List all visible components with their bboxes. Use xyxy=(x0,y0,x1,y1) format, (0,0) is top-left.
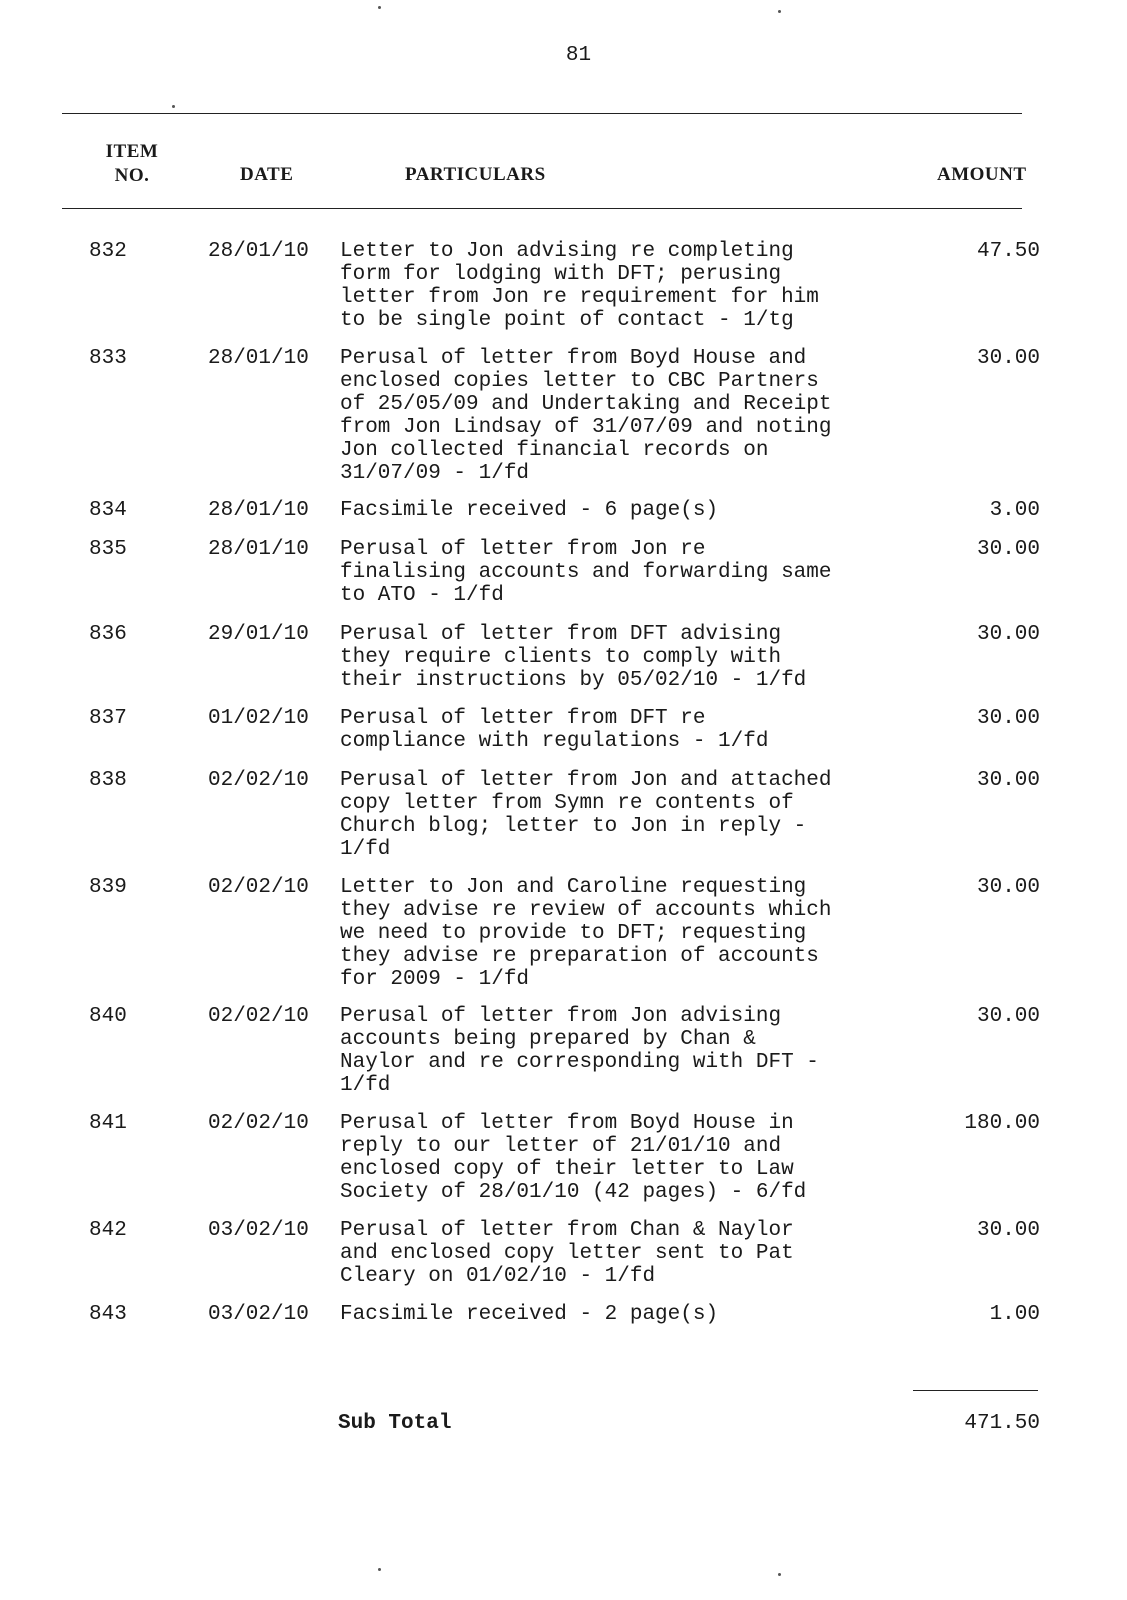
item-amount: 30.00 xyxy=(976,769,1040,792)
item-date: 02/02/10 xyxy=(208,1112,309,1135)
subtotal-label: Sub Total xyxy=(338,1412,452,1435)
item-number: 838 xyxy=(89,769,127,792)
item-date: 28/01/10 xyxy=(208,538,309,561)
item-particulars: Perusal of letter from Jon advising accounts being prepared by Chan & Naylor and re corresponding with DFT - 1/fd xyxy=(340,1005,819,1097)
item-particulars: Perusal of letter from DFT re compliance with regulations - 1/fd xyxy=(340,707,769,753)
item-number: 835 xyxy=(89,538,127,561)
item-amount: 30.00 xyxy=(976,876,1040,899)
item-particulars: Facsimile received - 2 page(s) xyxy=(340,1303,719,1326)
item-particulars: Perusal of letter from DFT advising they require clients to comply with their instructions by 05/02/10 - 1/fd xyxy=(340,623,807,692)
item-particulars: Perusal of letter from Jon re finalising accounts and forwarding same to ATO - 1/fd xyxy=(340,538,832,607)
item-date: 29/01/10 xyxy=(208,623,309,646)
item-amount: 30.00 xyxy=(976,347,1040,370)
item-date: 02/02/10 xyxy=(208,1005,309,1028)
item-date: 28/01/10 xyxy=(208,240,309,263)
item-amount: 47.50 xyxy=(976,240,1040,263)
item-particulars: Perusal of letter from Chan & Naylor and enclosed copy letter sent to Pat Cleary on 01/02/10 - 1/fd xyxy=(340,1219,794,1288)
scan-speck xyxy=(378,6,381,9)
header-item-no xyxy=(102,140,162,188)
item-number: 842 xyxy=(89,1219,127,1242)
item-date: 01/02/10 xyxy=(208,707,309,730)
item-amount: 30.00 xyxy=(976,1219,1040,1242)
item-amount: 1.00 xyxy=(989,1303,1040,1326)
item-date: 02/02/10 xyxy=(208,769,309,792)
item-particulars: Perusal of letter from Jon and attached copy letter from Symn re contents of Church blog; letter to Jon in reply - 1/fd xyxy=(340,769,832,861)
item-date: 28/01/10 xyxy=(208,499,309,522)
item-date: 03/02/10 xyxy=(208,1219,309,1242)
item-particulars: Letter to Jon and Caroline requesting they advise re review of accounts which we need to provide to DFT; requesting they advise re preparation of accounts for 2009 - 1/fd xyxy=(340,876,832,991)
header-item-label: ITEM NO. xyxy=(105,141,159,186)
page-number: 81 xyxy=(565,44,592,67)
item-number: 837 xyxy=(89,707,127,730)
scan-speck xyxy=(172,105,175,108)
item-amount: 3.00 xyxy=(989,499,1040,522)
item-amount: 30.00 xyxy=(976,623,1040,646)
item-number: 832 xyxy=(89,240,127,263)
header-bottom-rule xyxy=(62,208,1022,209)
header-particulars: PARTICULARS xyxy=(405,164,546,185)
item-amount: 180.00 xyxy=(964,1112,1040,1135)
header-amount: AMOUNT xyxy=(937,164,1027,185)
scan-speck xyxy=(778,1573,781,1576)
item-particulars: Facsimile received - 6 page(s) xyxy=(340,499,719,522)
subtotal-rule xyxy=(913,1390,1038,1391)
scan-speck xyxy=(778,10,781,13)
item-number: 843 xyxy=(89,1303,127,1326)
item-number: 841 xyxy=(89,1112,127,1135)
header-date: DATE xyxy=(240,164,294,185)
subtotal-value: 471.50 xyxy=(964,1412,1040,1435)
item-particulars: Perusal of letter from Boyd House in reply to our letter of 21/01/10 and enclosed copy of their letter to Law Society of 28/01/10 (42 pages) - 6/fd xyxy=(340,1112,807,1204)
item-date: 28/01/10 xyxy=(208,347,309,370)
item-number: 839 xyxy=(89,876,127,899)
item-amount: 30.00 xyxy=(976,707,1040,730)
item-date: 03/02/10 xyxy=(208,1303,309,1326)
item-amount: 30.00 xyxy=(976,538,1040,561)
scan-speck xyxy=(378,1568,381,1571)
item-particulars: Letter to Jon advising re completing form for lodging with DFT; perusing letter from Jon re requirement for him to be single point of contact - 1/tg xyxy=(340,240,819,332)
item-number: 834 xyxy=(89,499,127,522)
item-number: 836 xyxy=(89,623,127,646)
item-particulars: Perusal of letter from Boyd House and enclosed copies letter to CBC Partners of 25/05/09 and Undertaking and Receipt from Jon Lindsay of 31/07/09 and noting Jon collected financial records on 31/07/09 - 1/fd xyxy=(340,347,832,485)
item-number: 833 xyxy=(89,347,127,370)
header-top-rule xyxy=(62,113,1022,114)
item-date: 02/02/10 xyxy=(208,876,309,899)
item-amount: 30.00 xyxy=(976,1005,1040,1028)
item-number: 840 xyxy=(89,1005,127,1028)
